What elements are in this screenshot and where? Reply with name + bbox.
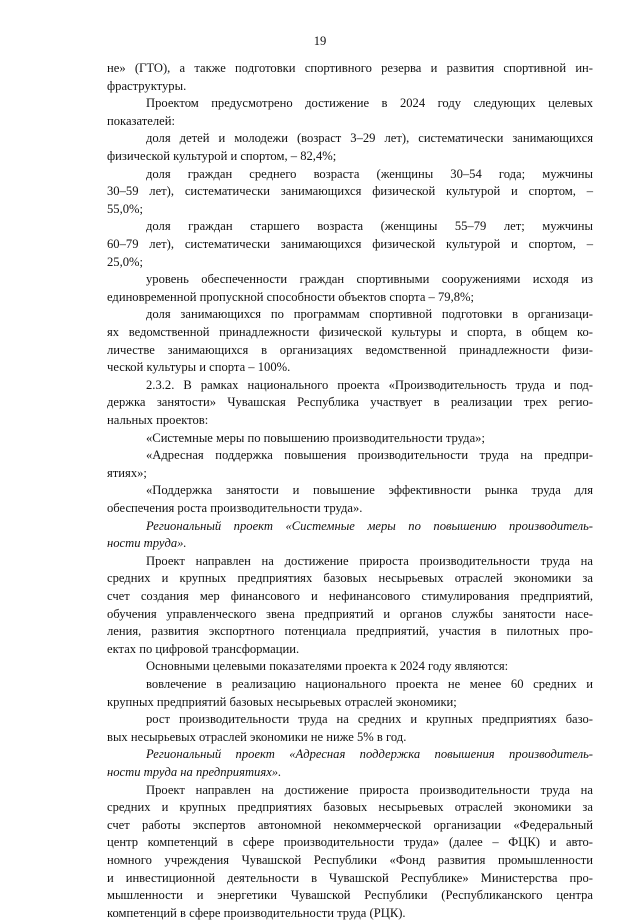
text-line: Проект направлен на достижение прироста производительности труда на <box>146 553 593 568</box>
text-line: компетенций в сфере производительности труда (РЦК). <box>107 905 406 920</box>
text-line: Проектом предусмотрено достижение в 2024 году следующих целевых <box>146 96 593 111</box>
text-line: доля детей и молодежи (возраст 3–29 лет), систематически занимающихся <box>146 131 593 146</box>
text-line: «Адресная поддержка повышения производительности труда на предпри- <box>146 448 593 463</box>
text-line: личестве занимающихся в организациях ведомственной принадлежности физи- <box>107 342 593 357</box>
text-line: показателей: <box>107 113 175 128</box>
text-line: нальных проектов: <box>107 413 209 427</box>
text-line: счет работы экспертов автономной некоммерческой организации «Федеральный <box>107 817 593 832</box>
text-line: обучения управленческого звена предприятий и органов службы занятости насе- <box>107 606 593 621</box>
text-line: центр компетенций в сфере производительности труда» (далее – ФЦК) и авто- <box>107 835 593 850</box>
text-line: 25,0%; <box>107 254 144 269</box>
text-line: 30–59 лет), систематически занимающихся физической культурой и спортом, – <box>107 184 593 199</box>
text-line: Проект направлен на достижение прироста производительности труда на <box>146 782 593 797</box>
text-line: ях ведомственной принадлежности физической культуры и спорта, в общем ко- <box>107 325 593 339</box>
text-line: ления, развития экспортного потенциала предприятий, участия в пилотных про- <box>107 624 593 639</box>
text-line: мышленности и энергетики Чувашской Республики (Республиканского центра <box>107 888 593 903</box>
text-line: средних и крупных предприятиях базовых несырьевых отраслей экономики за <box>107 571 593 586</box>
text-line: 2.3.2. В рамках национального проекта «Производительность труда и под- <box>146 377 593 392</box>
text-line: обеспечения роста производительности труда». <box>107 501 363 515</box>
text-line: средних и крупных предприятиях базовых несырьевых отраслей экономики за <box>107 800 593 815</box>
text-line: не» (ГТО), а также подготовки спортивного резерва и развития спортивной ин- <box>107 61 593 75</box>
text-line: фраструктуры. <box>107 78 187 93</box>
text-line: 60–79 лет), систематически занимающихся физической культурой и спортом, – <box>107 237 593 251</box>
text-line: крупных предприятий базовых несырьевых отраслей экономики; <box>107 694 457 709</box>
text-line: «Системные меры по повышению производительности труда»; <box>146 430 485 445</box>
text-line: Основными целевыми показателями проекта к 2024 году являются: <box>146 659 509 674</box>
text-line: ектах по цифровой трансформации. <box>107 641 300 656</box>
text-line: физической культурой и спортом, – 82,4%; <box>107 149 337 163</box>
text-line: ности труда». <box>107 536 187 551</box>
page-number: 19 <box>313 34 327 48</box>
text-line: уровень обеспеченности граждан спортивными сооружениями исходя из <box>146 272 593 287</box>
text-line: 55,0%; <box>107 201 144 216</box>
text-line: доля граждан среднего возраста (женщины 30–54 года; мужчины <box>146 166 593 181</box>
text-line: Региональный проект «Системные меры по повышению производитель- <box>146 518 593 533</box>
text-line: «Поддержка занятости и повышение эффективности рынка труда для <box>146 483 593 498</box>
text-line: держка занятости» Чувашская Республика участвует в реализации трех регио- <box>107 395 593 410</box>
text-line: ческой культуры и спорта – 100%. <box>107 360 291 375</box>
text-line: номного учреждения Чувашской Республики «Фонд развития промышленности <box>107 853 593 867</box>
text-line: доля граждан старшего возраста (женщины 55–79 лет; мужчины <box>146 219 593 234</box>
text-line: счет создания мер финансового и нефинансового стимулирования предприятий, <box>107 589 593 603</box>
text-line: ности труда на предприятиях». <box>107 765 282 779</box>
text-line: ятиях»; <box>107 465 147 480</box>
text-line: вовлечение в реализацию национального проекта не менее 60 средних и <box>146 677 593 691</box>
text-line: Региональный проект «Адресная поддержка повышения производитель- <box>146 747 593 762</box>
text-line: и инвестиционной деятельности в Чувашской Республике» Министерства про- <box>107 870 593 885</box>
text-line: рост производительности труда на средних и крупных предприятиях базо- <box>146 712 593 727</box>
text-line: единовременной пропускной способности объектов спорта – 79,8%; <box>107 289 475 304</box>
text-line: доля занимающихся по программам спортивной подготовки в организаци- <box>146 307 593 322</box>
text-line: вых несырьевых отраслей экономики не ниже 5% в год. <box>107 729 407 744</box>
